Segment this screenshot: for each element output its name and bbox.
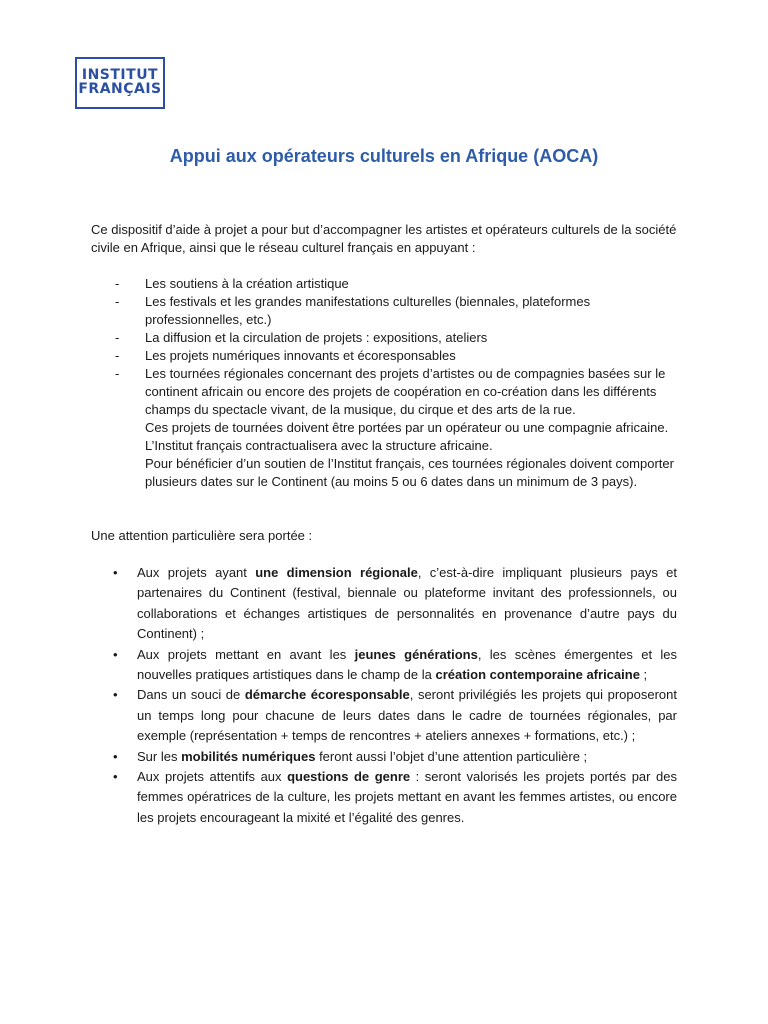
support-item-text: Les festivals et les grandes manifestations culturelles (biennales, plateformes professionnelles, etc.): [145, 294, 591, 327]
bullet-emphasis: jeunes générations: [354, 646, 478, 662]
bullet-text: : seront valorisés les projets portés par des femmes opératrices de la culture, les projets mettant en avant les femmes artistes, ou encore les projets encourageant la mixité et l’égalité des genres.: [137, 769, 677, 825]
attention-intro: Une attention particulière sera portée :: [91, 528, 313, 543]
support-item: [91, 365, 677, 491]
support-item-text: Les soutiens à la création artistique: [145, 276, 349, 291]
support-item-text: La diffusion et la circulation de projets : expositions, ateliers: [145, 330, 488, 345]
support-item: [91, 329, 677, 347]
attention-item: [91, 685, 677, 746]
support-item-text: Les projets numériques innovants et écoresponsables: [145, 348, 456, 363]
bullet-emphasis: une dimension régionale: [255, 565, 418, 580]
intro-paragraph: Ce dispositif d’aide à projet a pour but d’accompagner les artistes et opérateurs culturels de la société civile en Afrique, ainsi que le réseau culturel français en appuyant :: [91, 222, 677, 255]
logo-line-1: INSTITUT: [81, 67, 159, 83]
support-item: [91, 275, 677, 293]
bullet-text: , c’est-à-dire impliquant plusieurs pays et partenaires du Continent (festival, biennale ou plateforme invitant des professionnels, ou collaborations et échanges artistiques de personnalités en provenance d’autre pays du Continent) ;: [137, 565, 677, 642]
bullet-text: Dans un souci de: [137, 687, 245, 703]
document-body: [91, 221, 677, 828]
bullet-emphasis: création contemporaine africaine: [435, 667, 640, 683]
support-item-detail: Pour bénéficier d’un soutien de l’Institut français, ces tournées régionales doivent comporter plusieurs dates sur le Continent (au moins 5 ou 6 dates dans un minimum de 3 pays).: [145, 456, 674, 489]
bullet-emphasis: mobilités numériques: [181, 748, 316, 764]
bullet-text: , les scènes émergentes et les nouvelles pratiques artistiques dans le champ de la: [137, 646, 677, 683]
support-item: [91, 293, 677, 329]
bullet-emphasis: démarche écoresponsable: [244, 687, 410, 703]
bullet-text: feront aussi l’objet d’une attention particulière ;: [315, 748, 588, 764]
attention-list: [91, 563, 677, 828]
bullet-text: Aux projets ayant: [137, 565, 256, 580]
support-item: [91, 347, 677, 365]
attention-item: [91, 747, 677, 767]
support-list: [91, 275, 677, 491]
logo-line-2: FRANÇAIS: [78, 81, 162, 97]
bullet-text: Aux projets attentifs aux: [137, 769, 288, 785]
support-item-detail: Ces projets de tournées doivent être portées par un opérateur ou une compagnie africaine. L’Institut français contractualisera avec la structure africaine.: [145, 420, 669, 453]
institut-francais-logo: [75, 57, 165, 109]
bullet-text: Aux projets mettant en avant les: [137, 646, 355, 662]
attention-item: [91, 563, 677, 645]
attention-item: [91, 767, 677, 828]
attention-item: [91, 645, 677, 686]
support-item-text: Les tournées régionales concernant des projets d’artistes ou de compagnies basées sur le continent africain ou encore des projets de coopération en co-création dans les différents champs du spectacle vivant, de la musique, du cirque et des arts de la rue.: [145, 366, 666, 417]
document-title: Appui aux opérateurs culturels en Afrique (AOCA): [169, 146, 599, 166]
bullet-text: Sur les: [137, 748, 182, 764]
bullet-text: , seront privilégiés les projets qui proposeront un temps long pour chacune de leurs dates dans le cadre de tournées régionales, par exemple (représentation + temps de rencontres + ateliers annexes + formations, etc.) ;: [137, 687, 677, 744]
bullet-emphasis: questions de genre: [287, 769, 411, 785]
bullet-text: ;: [639, 667, 648, 683]
